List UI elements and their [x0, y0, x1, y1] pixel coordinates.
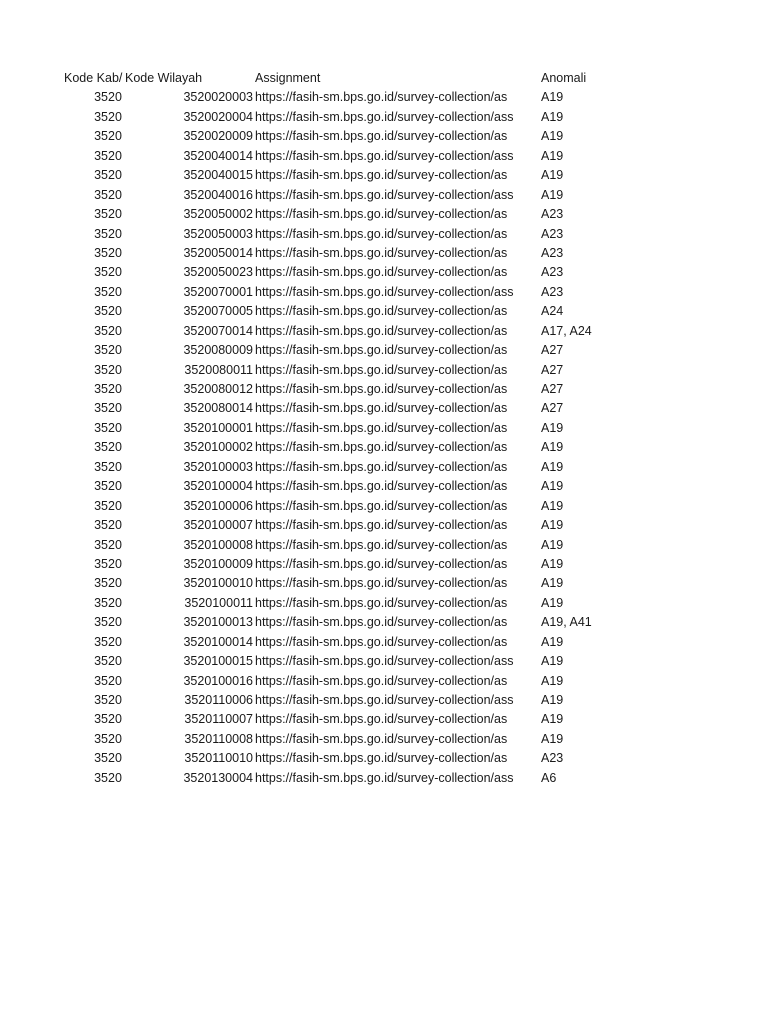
table-body	[0, 88, 768, 788]
assignment-link[interactable]: https://fasih-sm.bps.go.id/survey-collection/as	[255, 459, 508, 474]
anomali-cell: A24	[541, 304, 564, 319]
kode-wilayah-cell: 3520100003	[183, 459, 253, 474]
anomali-cell: A19	[541, 479, 564, 494]
assignment-link[interactable]: https://fasih-sm.bps.go.id/survey-collection/ass	[255, 654, 514, 669]
kode-kab-cell: 3520	[94, 770, 122, 785]
kode-kab-cell: 3520	[94, 556, 122, 571]
kode-wilayah-cell: 3520080009	[183, 343, 253, 358]
anomali-cell: A23	[541, 284, 564, 299]
table-row	[0, 419, 768, 438]
anomali-cell: A6	[541, 770, 557, 785]
assignment-link[interactable]: https://fasih-sm.bps.go.id/survey-collection/as	[255, 518, 508, 533]
kode-kab-cell: 3520	[94, 226, 122, 241]
kode-wilayah-cell: 3520100008	[183, 537, 253, 552]
kode-kab-cell: 3520	[94, 168, 122, 183]
assignment-link[interactable]: https://fasih-sm.bps.go.id/survey-collection/as	[255, 751, 508, 766]
anomali-cell: A19	[541, 654, 564, 669]
kode-kab-cell: 3520	[94, 265, 122, 280]
assignment-link[interactable]: https://fasih-sm.bps.go.id/survey-collection/as	[255, 90, 508, 105]
assignment-link[interactable]: https://fasih-sm.bps.go.id/survey-collection/as	[255, 382, 508, 396]
anomaly-sheet	[0, 69, 768, 788]
anomali-cell: A19	[541, 731, 564, 746]
kode-kab-cell: 3520	[94, 751, 122, 766]
table-row	[0, 244, 768, 263]
kode-wilayah-cell: 3520020009	[183, 129, 253, 144]
kode-wilayah-cell: 3520100010	[183, 576, 253, 591]
kode-wilayah-cell: 3520040015	[183, 168, 253, 183]
kode-kab-cell: 3520	[94, 109, 122, 124]
anomali-cell: A19	[541, 634, 564, 649]
kode-kab-cell: 3520	[94, 323, 122, 338]
table-row	[0, 769, 768, 788]
assignment-link[interactable]: https://fasih-sm.bps.go.id/survey-collection/as	[255, 634, 508, 649]
kode-wilayah-cell: 3520100006	[183, 498, 253, 513]
kode-wilayah-cell: 3520100009	[183, 556, 253, 571]
kode-wilayah-cell: 3520100002	[183, 440, 253, 455]
table-row	[0, 749, 768, 768]
anomali-cell: A19	[541, 168, 564, 183]
kode-wilayah-cell: 3520110006	[184, 693, 253, 707]
assignment-link[interactable]: https://fasih-sm.bps.go.id/survey-collection/ass	[255, 770, 514, 785]
kode-kab-cell: 3520	[94, 362, 122, 377]
assignment-link[interactable]: https://fasih-sm.bps.go.id/survey-collection/as	[255, 479, 508, 494]
anomali-cell: A19	[541, 129, 564, 144]
table-row	[0, 516, 768, 535]
table-row	[0, 147, 768, 166]
assignment-link[interactable]: https://fasih-sm.bps.go.id/survey-collection/as	[255, 498, 508, 513]
kode-wilayah-cell: 3520050023	[183, 265, 253, 280]
anomali-cell: A19	[541, 90, 564, 105]
kode-wilayah-cell: 3520020003	[183, 90, 253, 105]
assignment-link[interactable]: https://fasih-sm.bps.go.id/survey-collection/as	[255, 420, 508, 435]
table-row	[0, 594, 768, 613]
kode-kab-cell: 3520	[94, 187, 122, 202]
table-row	[0, 672, 768, 691]
kode-wilayah-cell: 3520100001	[183, 420, 253, 435]
table-row	[0, 127, 768, 146]
kode-wilayah-cell: 3520110007	[184, 712, 253, 727]
assignment-link[interactable]: https://fasih-sm.bps.go.id/survey-collection/as	[255, 731, 508, 746]
table-row	[0, 613, 768, 632]
anomali-cell: A23	[541, 265, 564, 280]
assignment-link[interactable]: https://fasih-sm.bps.go.id/survey-collection/as	[255, 265, 508, 280]
kode-wilayah-cell: 3520100013	[183, 615, 253, 630]
table-row	[0, 574, 768, 593]
kode-wilayah-cell: 3520110008	[184, 731, 253, 746]
assignment-link[interactable]: https://fasih-sm.bps.go.id/survey-collection/ass	[255, 187, 514, 202]
anomali-cell: A19	[541, 109, 564, 124]
assignment-link[interactable]: https://fasih-sm.bps.go.id/survey-collection/as	[255, 615, 508, 630]
table-row	[0, 341, 768, 360]
anomali-cell: A19, A41	[541, 615, 592, 630]
kode-kab-cell: 3520	[94, 420, 122, 435]
table-row	[0, 710, 768, 729]
table-row	[0, 497, 768, 516]
kode-wilayah-cell: 3520080014	[183, 401, 253, 416]
assignment-link[interactable]: https://fasih-sm.bps.go.id/survey-collection/ass	[255, 148, 514, 163]
kode-wilayah-cell: 3520100011	[184, 595, 253, 610]
table-row	[0, 166, 768, 185]
table-row	[0, 652, 768, 671]
assignment-link[interactable]: https://fasih-sm.bps.go.id/survey-collection/as	[255, 401, 508, 416]
kode-wilayah-cell: 3520070005	[183, 304, 253, 319]
table-row	[0, 380, 768, 399]
kode-kab-cell: 3520	[94, 634, 122, 649]
anomali-cell: A23	[541, 751, 564, 766]
table-row	[0, 536, 768, 555]
table-row	[0, 263, 768, 282]
assignment-link[interactable]: https://fasih-sm.bps.go.id/survey-collection/as	[255, 207, 508, 222]
kode-wilayah-cell: 3520100004	[183, 479, 253, 494]
table-row	[0, 438, 768, 457]
kode-kab-cell: 3520	[94, 343, 122, 358]
kode-kab-cell: 3520	[94, 245, 122, 260]
kode-wilayah-cell: 3520020004	[183, 109, 253, 124]
kode-wilayah-cell: 3520070014	[183, 323, 253, 338]
assignment-link[interactable]: https://fasih-sm.bps.go.id/survey-collection/as	[255, 245, 508, 260]
assignment-link[interactable]: https://fasih-sm.bps.go.id/survey-collection/as	[255, 556, 508, 571]
assignment-link[interactable]: https://fasih-sm.bps.go.id/survey-collection/as	[255, 537, 508, 552]
kode-kab-cell: 3520	[94, 731, 122, 746]
assignment-link[interactable]: https://fasih-sm.bps.go.id/survey-collection/as	[255, 343, 508, 358]
kode-kab-cell: 3520	[94, 148, 122, 163]
table-row	[0, 88, 768, 107]
anomali-cell: A19	[541, 440, 564, 455]
kode-kab-cell: 3520	[94, 401, 122, 416]
table-row	[0, 108, 768, 127]
assignment-link[interactable]: https://fasih-sm.bps.go.id/survey-collection/as	[255, 673, 508, 688]
anomali-cell: A19	[541, 595, 564, 610]
assignment-link[interactable]: https://fasih-sm.bps.go.id/survey-collection/as	[255, 304, 508, 319]
kode-kab-cell: 3520	[94, 284, 122, 299]
kode-wilayah-cell: 3520080011	[184, 362, 253, 377]
anomali-cell: A19	[541, 148, 564, 163]
assignment-link[interactable]: https://fasih-sm.bps.go.id/survey-collection/ass	[255, 284, 514, 299]
table-row	[0, 361, 768, 380]
kode-wilayah-cell: 3520130004	[183, 770, 253, 785]
kode-kab-cell: 3520	[94, 207, 122, 222]
assignment-link[interactable]: https://fasih-sm.bps.go.id/survey-collection/ass	[255, 693, 514, 707]
assignment-link[interactable]: https://fasih-sm.bps.go.id/survey-collection/as	[255, 595, 508, 610]
anomali-cell: A19	[541, 556, 564, 571]
kode-wilayah-cell: 3520050003	[183, 226, 253, 241]
anomali-cell: A27	[541, 382, 564, 396]
kode-kab-cell: 3520	[94, 615, 122, 630]
kode-kab-cell: 3520	[94, 595, 122, 610]
anomali-cell: A19	[541, 459, 564, 474]
kode-wilayah-cell: 3520040014	[183, 148, 253, 163]
anomali-cell: A19	[541, 576, 564, 591]
header-row	[0, 69, 768, 88]
kode-wilayah-cell: 3520100015	[183, 654, 253, 669]
kode-kab-cell: 3520	[94, 673, 122, 688]
assignment-link[interactable]: https://fasih-sm.bps.go.id/survey-collection/as	[255, 168, 508, 183]
anomali-cell: A19	[541, 537, 564, 552]
kode-wilayah-cell: 3520110010	[184, 751, 253, 766]
assignment-link[interactable]: https://fasih-sm.bps.go.id/survey-collection/ass	[255, 109, 514, 124]
header-kode-kab: Kode Kab/	[64, 71, 123, 85]
kode-kab-cell: 3520	[94, 576, 122, 591]
table-row	[0, 322, 768, 341]
anomali-cell: A19	[541, 673, 564, 688]
anomali-cell: A27	[541, 362, 564, 377]
table-row	[0, 302, 768, 321]
anomali-cell: A23	[541, 226, 564, 241]
kode-wilayah-cell: 3520100016	[183, 673, 253, 688]
table-row	[0, 186, 768, 205]
table-row	[0, 730, 768, 749]
kode-wilayah-cell: 3520100007	[183, 518, 253, 533]
table-row	[0, 205, 768, 224]
kode-wilayah-cell: 3520050014	[183, 245, 253, 260]
table-row	[0, 633, 768, 652]
anomali-cell: A27	[541, 401, 564, 416]
assignment-link[interactable]: https://fasih-sm.bps.go.id/survey-collection/as	[255, 362, 508, 377]
kode-kab-cell: 3520	[94, 654, 122, 669]
anomali-cell: A19	[541, 712, 564, 727]
header-kode-wilayah: Kode Wilayah	[125, 71, 203, 85]
table-row	[0, 477, 768, 496]
kode-kab-cell: 3520	[94, 693, 122, 707]
table-row	[0, 691, 768, 710]
assignment-link[interactable]: https://fasih-sm.bps.go.id/survey-collection/as	[255, 226, 508, 241]
kode-kab-cell: 3520	[94, 129, 122, 144]
kode-wilayah-cell: 3520040016	[183, 187, 253, 202]
header-anomali: Anomali	[541, 71, 587, 85]
kode-kab-cell: 3520	[94, 518, 122, 533]
anomali-cell: A17, A24	[541, 323, 592, 338]
assignment-link[interactable]: https://fasih-sm.bps.go.id/survey-collection/as	[255, 129, 508, 144]
anomali-cell: A19	[541, 518, 564, 533]
kode-kab-cell: 3520	[94, 90, 122, 105]
kode-kab-cell: 3520	[94, 459, 122, 474]
assignment-link[interactable]: https://fasih-sm.bps.go.id/survey-collection/as	[255, 440, 508, 455]
kode-kab-cell: 3520	[94, 537, 122, 552]
kode-wilayah-cell: 3520070001	[183, 284, 253, 299]
kode-kab-cell: 3520	[94, 440, 122, 455]
anomali-cell: A23	[541, 207, 564, 222]
kode-wilayah-cell: 3520080012	[183, 382, 253, 396]
anomali-cell: A19	[541, 498, 564, 513]
kode-wilayah-cell: 3520100014	[183, 634, 253, 649]
kode-kab-cell: 3520	[94, 479, 122, 494]
table-row	[0, 555, 768, 574]
table-row	[0, 283, 768, 302]
anomali-cell: A23	[541, 245, 564, 260]
kode-kab-cell: 3520	[94, 712, 122, 727]
anomali-cell: A19	[541, 420, 564, 435]
header-assignment: Assignment	[255, 71, 321, 85]
anomali-cell: A27	[541, 343, 564, 358]
anomali-cell: A19	[541, 187, 564, 202]
kode-kab-cell: 3520	[94, 382, 122, 396]
assignment-link[interactable]: https://fasih-sm.bps.go.id/survey-collection/as	[255, 712, 508, 727]
kode-wilayah-cell: 3520050002	[183, 207, 253, 222]
assignment-link[interactable]: https://fasih-sm.bps.go.id/survey-collection/as	[255, 576, 508, 591]
kode-kab-cell: 3520	[94, 498, 122, 513]
kode-kab-cell: 3520	[94, 304, 122, 319]
table-row	[0, 458, 768, 477]
table-row	[0, 225, 768, 244]
anomali-cell: A19	[541, 693, 564, 707]
assignment-link[interactable]: https://fasih-sm.bps.go.id/survey-collection/as	[255, 323, 508, 338]
table-row	[0, 399, 768, 418]
